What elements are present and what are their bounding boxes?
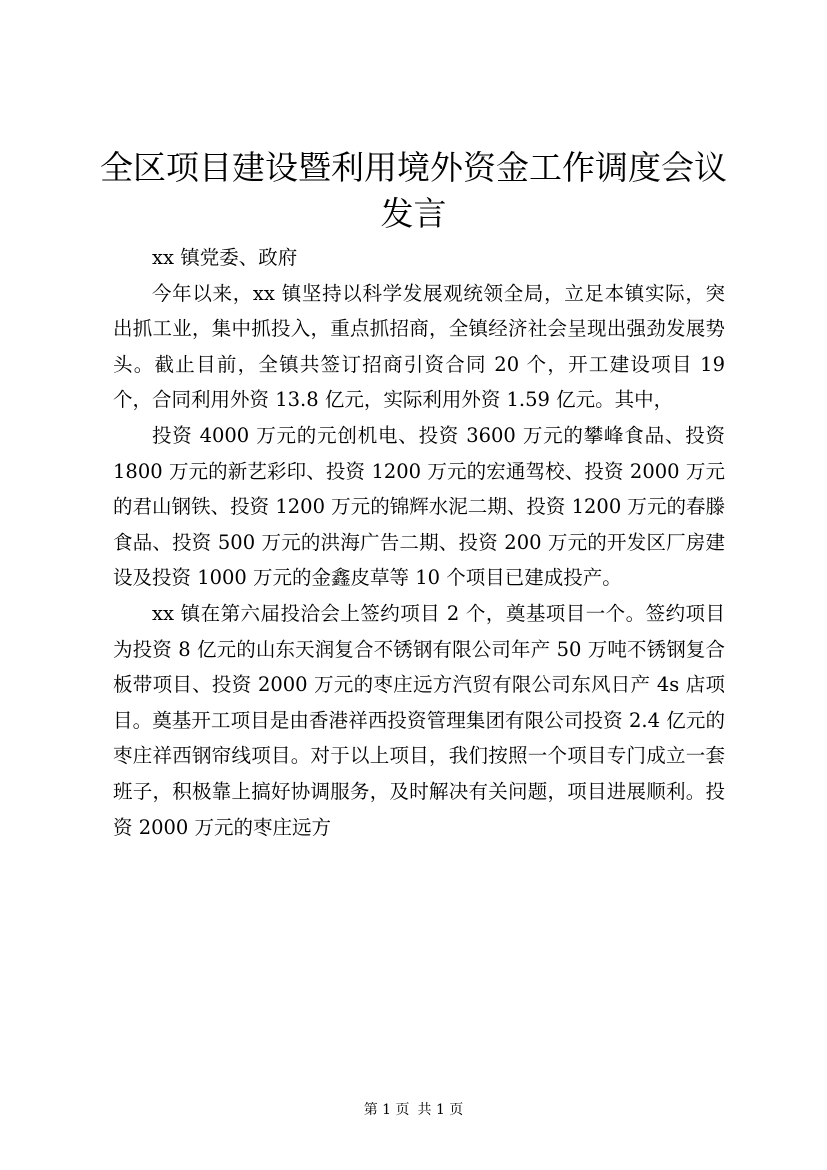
author-line: xx 镇党委、政府 — [152, 246, 298, 269]
page-total: 共 1 页 — [417, 1102, 464, 1118]
body-paragraph: 今年以来，xx 镇坚持以科学发展观统领全局，立足本镇实际，突出抓工业，集中抓投入，重点抓招商，全镇经济社会呈现出强劲发展势头。截止目前，全镇共签订招商引资合同 20 个，开工建设项目 19 个，合同利用外资 13.8 亿元，实际利用外资 1.59 亿元。其中， — [113, 281, 725, 412]
page-number: 第 1 页 — [363, 1102, 410, 1118]
document-body — [113, 240, 725, 845]
body-paragraph: 投资 4000 万元的元创机电、投资 3600 万元的攀峰食品、投资 1800 万元的新艺彩印、投资 1200 万元的宏通驾校、投资 2000 万元的君山钢铁、投资 1200 万元的锦辉水泥二期、投资 1200 万元的春滕食品、投资 500 万元的洪海广告二期、投资 200 万元的开发区厂房建设及投资 1000 万元的金鑫皮草等 10 个项目已建成投产。 — [113, 423, 725, 590]
page-footer — [0, 1100, 827, 1120]
body-paragraph: xx 镇在第六届投洽会上签约项目 2 个，奠基项目一个。签约项目为投资 8 亿元的山东天润复合不锈钢有限公司年产 50 万吨不锈钢复合板带项目、投资 2000 万元的枣庄远方汽贸有限公司东风日产 4s 店项目。奠基开工项目是由香港祥西投资管理集团有限公司投资 2.4 亿元的枣庄祥西钢帘线项目。对于以上项目，我们按照一个项目专门成立一套班子，积极靠上搞好协调服务，及时解决有关问题，项目进展顺利。投资 2000 万元的枣庄远方 — [113, 601, 725, 839]
document-title: 全区项目建设暨利用境外资金工作调度会议发言 — [100, 148, 727, 233]
